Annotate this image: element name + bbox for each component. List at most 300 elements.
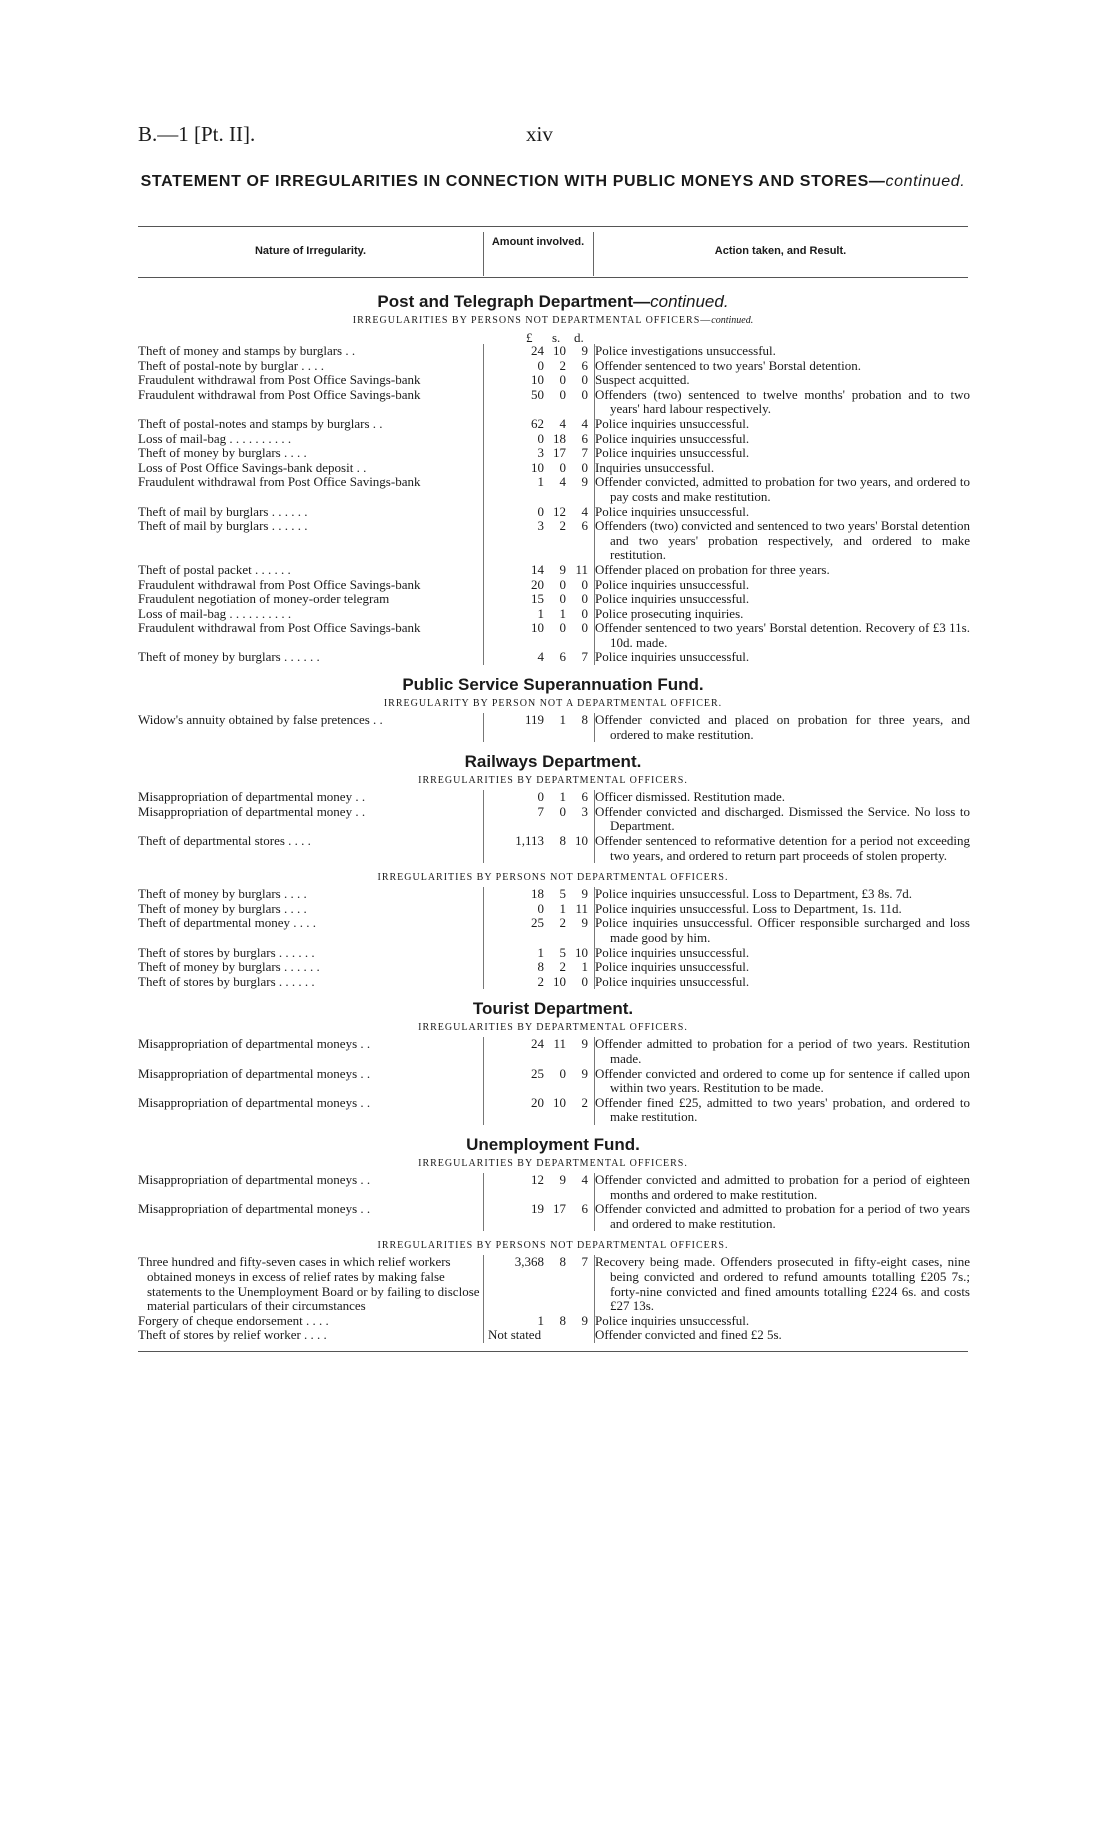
amount-pounds: 18: [531, 886, 544, 902]
action-text: Police inquiries unsuccessful.: [595, 576, 750, 592]
amount-cell: [484, 621, 595, 650]
action-text: Offenders (two) sentenced to twelve months' probation and to two years' hard labour respectively.: [595, 386, 970, 417]
nature-text: Theft of mail by burglars . . . . . .: [138, 518, 308, 534]
amount-shillings: 9: [559, 561, 566, 577]
action-cell: [595, 1096, 971, 1125]
amount-pence: 0: [581, 591, 588, 607]
amount-pence: 8: [581, 712, 588, 728]
table-row: [138, 373, 970, 388]
table-row: [138, 461, 970, 476]
action-text: Officer dismissed. Restitution made.: [595, 789, 786, 805]
action-text: Suspect acquitted.: [595, 372, 690, 388]
action-text: Offender convicted and placed on probation for three years, and ordered to make restitution.: [595, 712, 970, 742]
nature-cell: [138, 417, 484, 432]
amount-value: [484, 475, 594, 490]
nature-cell: [138, 519, 484, 563]
amount-value: [484, 946, 594, 961]
department-name: Public Service Superannuation Fund.: [402, 675, 704, 695]
amount-shillings: 1: [559, 900, 566, 916]
action-cell: [595, 432, 971, 447]
amount-value: [484, 887, 594, 902]
amount-value: [484, 975, 594, 990]
action-text: Offenders (two) convicted and sentenced to two years' Borstal detention and two years' probation respectively, and ordered to make restitution.: [595, 518, 971, 563]
amount-pence: 4: [581, 503, 588, 519]
group-spacer: [138, 1231, 968, 1237]
subsection-continued: continued.: [711, 315, 754, 326]
table-row: [138, 592, 970, 607]
amount-pence: 0: [581, 372, 588, 388]
amount-pence: 9: [581, 915, 588, 931]
header-bottom-rule: [138, 277, 968, 278]
nature-cell: [138, 805, 484, 834]
amount-shillings: 1: [559, 605, 566, 621]
amount-shillings: 0: [559, 803, 566, 819]
action-cell: [595, 916, 971, 945]
action-text: Offender placed on probation for three years.: [595, 561, 830, 577]
page-header: [138, 122, 968, 152]
table-row: [138, 344, 970, 359]
nature-cell: [138, 563, 484, 578]
action-cell: [595, 446, 971, 461]
nature-cell: [138, 902, 484, 917]
subsection-heading: [138, 774, 968, 787]
amount-pounds: 3: [537, 445, 544, 461]
irregularities-table: [138, 713, 970, 742]
group-spacer: [138, 665, 968, 671]
action-text: Offender convicted and admitted to probation for a period of two years and ordered to make restitution.: [595, 1201, 970, 1231]
nature-text: Theft of departmental stores . . . .: [138, 833, 311, 849]
table-row: [138, 887, 970, 902]
amount-cell: [484, 790, 595, 805]
nature-cell: [138, 975, 484, 990]
amount-value: [484, 417, 594, 432]
nature-cell: [138, 1202, 484, 1231]
subsection-label: IRREGULARITIES BY PERSONS NOT DEPARTMENTAL OFFICERS—: [352, 315, 712, 326]
nature-text: Theft of departmental money . . . .: [138, 915, 316, 931]
amount-value: [484, 960, 594, 975]
amount-pounds: 0: [537, 900, 544, 916]
table-row: [138, 1255, 970, 1313]
table-row: [138, 607, 970, 622]
nature-text: Theft of mail by burglars . . . . . .: [138, 503, 308, 519]
nature-cell: [138, 505, 484, 520]
amount-cell: [484, 1096, 595, 1125]
amount-pounds: 1: [537, 605, 544, 621]
action-cell: [595, 1173, 971, 1202]
amount-shillings: 5: [559, 944, 566, 960]
amount-cell: [484, 475, 595, 504]
nature-text: Theft of money by burglars . . . . . .: [138, 959, 320, 975]
amount-pence: 0: [581, 605, 588, 621]
amount-value: [484, 916, 594, 931]
currency-header: [138, 330, 968, 344]
action-cell: [595, 519, 971, 563]
amount-shillings: 10: [553, 973, 566, 989]
amount-pounds: 14: [531, 561, 544, 577]
action-cell: [595, 388, 971, 417]
amount-pounds: 24: [531, 343, 544, 358]
amount-pence: 4: [581, 415, 588, 431]
table-row: [138, 519, 970, 563]
subsection-label: IRREGULARITIES BY DEPARTMENTAL OFFICERS.: [418, 775, 688, 787]
nature-text: Three hundred and fifty-seven cases in which relief workers obtained moneys in excess of relief rates by making false statements to the Unemployment Board or by failing to disclose material particulars of their circumstances: [138, 1254, 480, 1314]
amount-shillings: 8: [559, 1312, 566, 1328]
amount-cell: [484, 344, 595, 359]
amount-pounds: 20: [531, 1094, 544, 1110]
nature-cell: [138, 916, 484, 945]
amount-value: [484, 563, 594, 578]
table-row: [138, 1096, 970, 1125]
title-continued: continued.: [885, 173, 966, 190]
amount-shillings: 0: [559, 620, 566, 636]
amount-value: [484, 505, 594, 520]
amount-pounds: 2: [537, 973, 544, 989]
nature-cell: [138, 592, 484, 607]
action-cell: [595, 359, 971, 374]
group-spacer: [138, 742, 968, 748]
table-row: [138, 650, 970, 665]
nature-text: Theft of money and stamps by burglars . .: [138, 343, 356, 358]
subsection-label: IRREGULARITIES BY PERSONS NOT DEPARTMENTAL OFFICERS.: [377, 872, 729, 884]
action-cell: [595, 975, 971, 990]
amount-shillings: 0: [559, 372, 566, 388]
amount-pounds: 62: [531, 415, 544, 431]
action-cell: [595, 834, 971, 863]
action-cell: [595, 417, 971, 432]
amount-cell: [484, 1255, 595, 1313]
amount-pence: 3: [581, 803, 588, 819]
amount-pounds: 8: [537, 959, 544, 975]
amount-pence: 6: [581, 789, 588, 805]
amount-cell: [484, 805, 595, 834]
amount-value: [484, 790, 594, 805]
amount-pence: 0: [581, 973, 588, 989]
amount-value: [484, 519, 594, 534]
amount-pence: 9: [581, 474, 588, 490]
amount-value: [484, 1067, 594, 1082]
column-header-nature: Nature of Irregularity.: [254, 245, 367, 257]
amount-cell: [484, 902, 595, 917]
nature-text: Loss of Post Office Savings-bank deposit . .: [138, 459, 367, 475]
action-text: Offender convicted and admitted to probation for a period of eighteen months and ordered to make restitution.: [595, 1171, 970, 1202]
nature-text: Theft of postal packet . . . . . .: [138, 561, 291, 577]
nature-text: Misappropriation of departmental moneys . .: [138, 1201, 371, 1217]
statement-body: [138, 288, 971, 1349]
nature-text: Theft of money by burglars . . . .: [138, 900, 307, 916]
table-row: [138, 975, 970, 990]
table-row: [138, 388, 970, 417]
amount-value: [484, 388, 594, 403]
action-text: Police inquiries unsuccessful.: [595, 445, 750, 461]
amount-cell: [484, 834, 595, 863]
action-text: Offender sentenced to reformative detention for a period not exceeding two years, and ordered to return part proceeds of stolen property.: [595, 833, 970, 863]
nature-cell: [138, 834, 484, 863]
amount-pounds: 10: [531, 372, 544, 388]
pence-symbol: d.: [574, 330, 584, 345]
subsection-heading: [138, 314, 968, 327]
nature-text: Theft of stores by burglars . . . . . .: [138, 973, 315, 989]
amount-value: [484, 1037, 594, 1052]
nature-cell: [138, 344, 484, 359]
amount-cell: [484, 563, 595, 578]
amount-value: [484, 432, 594, 447]
nature-cell: [138, 607, 484, 622]
subsection-label: IRREGULARITIES BY DEPARTMENTAL OFFICERS.: [418, 1022, 688, 1034]
amount-cell: [484, 946, 595, 961]
amount-cell: [484, 388, 595, 417]
nature-text: Fraudulent withdrawal from Post Office Savings-bank: [138, 474, 421, 490]
table-row: [138, 1202, 970, 1231]
amount-pounds: 3,368: [514, 1254, 544, 1270]
amount-value: [484, 446, 594, 461]
action-cell: [595, 563, 971, 578]
nature-text: Theft of stores by burglars . . . . . .: [138, 944, 315, 960]
amount-cell: [484, 519, 595, 563]
amount-shillings: 0: [559, 576, 566, 592]
title-main: STATEMENT OF IRREGULARITIES IN CONNECTION WITH PUBLIC MONEYS AND STORES—: [140, 173, 886, 190]
amount-pence: 6: [581, 1201, 588, 1217]
amount-cell: [484, 1037, 595, 1066]
action-text: Police inquiries unsuccessful.: [595, 973, 750, 989]
action-cell: [595, 373, 971, 388]
amount-cell: [484, 1173, 595, 1202]
nature-text: Theft of money by burglars . . . .: [138, 445, 307, 461]
action-text: Police inquiries unsuccessful.: [595, 503, 750, 519]
amount-shillings: 0: [559, 1065, 566, 1081]
nature-text: Theft of money by burglars . . . .: [138, 886, 307, 902]
amount-cell: [484, 960, 595, 975]
amount-value: [484, 461, 594, 476]
amount-cell: [484, 713, 595, 742]
table-row: [138, 578, 970, 593]
action-cell: [595, 621, 971, 650]
amount-shillings: 1: [559, 789, 566, 805]
department-heading: [138, 674, 968, 695]
nature-text: Loss of mail-bag . . . . . . . . . .: [138, 430, 292, 446]
amount-pounds: 20: [531, 576, 544, 592]
department-name: Railways Department.: [464, 752, 642, 772]
nature-cell: [138, 946, 484, 961]
action-cell: [595, 1202, 971, 1231]
action-cell: [595, 1067, 971, 1096]
action-cell: [595, 1328, 971, 1343]
nature-text: Fraudulent withdrawal from Post Office Savings-bank: [138, 386, 421, 402]
nature-text: Fraudulent withdrawal from Post Office Savings-bank: [138, 576, 421, 592]
amount-cell: [484, 1328, 595, 1343]
amount-value: [484, 650, 594, 665]
nature-cell: [138, 359, 484, 374]
amount-pence: 0: [581, 620, 588, 636]
department-name: Unemployment Fund.: [466, 1134, 640, 1154]
column-headers: [138, 232, 968, 276]
action-cell: [595, 960, 971, 975]
amount-pence: 9: [581, 1065, 588, 1081]
nature-cell: [138, 1067, 484, 1096]
amount-pence: 4: [581, 1171, 588, 1187]
table-row: [138, 1314, 970, 1329]
amount-cell: [484, 1314, 595, 1329]
amount-pounds: 119: [524, 712, 544, 728]
action-cell: [595, 713, 971, 742]
amount-note: [484, 1328, 594, 1343]
group-spacer: [138, 1343, 968, 1349]
irregularities-table: [138, 1173, 970, 1231]
action-text: Police inquiries unsuccessful.: [595, 430, 750, 446]
amount-shillings: 2: [559, 518, 566, 534]
subsection-label: IRREGULARITIES BY PERSONS NOT DEPARTMENTAL OFFICERS.: [377, 1240, 729, 1252]
amount-pence: 2: [581, 1094, 588, 1110]
amount-shillings: 4: [559, 415, 566, 431]
action-cell: [595, 344, 971, 359]
amount-value: [484, 902, 594, 917]
action-text: Recovery being made. Offenders prosecuted in fifty-eight cases, nine being convicted and ordered to refund amounts totalling £205 7s.; forty-nine convicted and fined amounts totalling £224 6s. and costs £27 13s.: [595, 1254, 970, 1314]
amount-value: [484, 1173, 594, 1188]
nature-cell: [138, 578, 484, 593]
amount-shillings: 10: [553, 1094, 566, 1110]
nature-text: Fraudulent withdrawal from Post Office Savings-bank: [138, 620, 421, 636]
amount-value: [484, 373, 594, 388]
table-row: [138, 1173, 970, 1202]
nature-text: Misappropriation of departmental moneys . .: [138, 1065, 371, 1081]
amount-shillings: 2: [559, 959, 566, 975]
action-text: Offender convicted and ordered to come up for sentence if called upon within two years. Restitution to be made.: [595, 1065, 970, 1096]
amount-shillings: 10: [553, 343, 566, 358]
nature-text: Forgery of cheque endorsement . . . .: [138, 1312, 329, 1328]
amount-pence: 7: [581, 445, 588, 461]
amount-pence: 7: [581, 649, 588, 665]
amount-value: [484, 592, 594, 607]
shillings-symbol: s.: [552, 330, 561, 345]
subsection-label: IRREGULARITIES BY DEPARTMENTAL OFFICERS.: [418, 1157, 688, 1169]
amount-pounds: 3: [537, 518, 544, 534]
table-row: [138, 417, 970, 432]
action-cell: [595, 475, 971, 504]
amount-pence: 11: [575, 900, 588, 916]
pounds-symbol: £: [526, 330, 533, 345]
amount-pence: 1: [581, 959, 588, 975]
action-cell: [595, 805, 971, 834]
action-cell: [595, 790, 971, 805]
amount-cell: [484, 650, 595, 665]
subsection-heading: [138, 1021, 968, 1034]
table-row: [138, 946, 970, 961]
nature-text: Theft of money by burglars . . . . . .: [138, 649, 320, 665]
amount-pence: 9: [581, 1312, 588, 1328]
nature-cell: [138, 475, 484, 504]
action-text: Police inquiries unsuccessful. Loss to Department, 1s. 11d.: [595, 900, 902, 916]
action-text: Offender convicted and discharged. Dismissed the Service. No loss to Department.: [595, 803, 970, 834]
amount-pounds: 0: [537, 357, 544, 373]
nature-text: Misappropriation of departmental money . .: [138, 803, 366, 819]
table-row: [138, 713, 970, 742]
department-heading: [138, 751, 968, 772]
table-row: [138, 359, 970, 374]
amount-cell: [484, 417, 595, 432]
nature-cell: [138, 887, 484, 902]
amount-pounds: 0: [537, 503, 544, 519]
action-text: Offender convicted and fined £2 5s.: [595, 1327, 782, 1343]
nature-text: Misappropriation of departmental money . .: [138, 789, 366, 805]
table-row: [138, 960, 970, 975]
amount-note-text: Not stated: [488, 1327, 542, 1343]
action-text: Police investigations unsuccessful.: [595, 343, 776, 358]
table-row: [138, 432, 970, 447]
action-cell: [595, 902, 971, 917]
table-row: [138, 790, 970, 805]
table-row: [138, 621, 970, 650]
subsection-heading: [138, 871, 968, 884]
nature-cell: [138, 1096, 484, 1125]
nature-cell: [138, 388, 484, 417]
amount-pounds: 25: [531, 1065, 544, 1081]
amount-cell: [484, 446, 595, 461]
action-cell: [595, 1037, 971, 1066]
amount-value: [484, 607, 594, 622]
amount-pence: 6: [581, 518, 588, 534]
action-cell: [595, 946, 971, 961]
amount-cell: [484, 887, 595, 902]
amount-pounds: 4: [537, 649, 544, 665]
action-cell: [595, 461, 971, 476]
amount-pounds: 0: [537, 430, 544, 446]
subsection-heading: [138, 1157, 968, 1170]
amount-value: [484, 1202, 594, 1217]
amount-pounds: 19: [531, 1201, 544, 1217]
nature-cell: [138, 1314, 484, 1329]
amount-pounds: 24: [531, 1036, 544, 1052]
page-number: xiv: [526, 122, 553, 146]
nature-text: Widow's annuity obtained by false pretences . .: [138, 712, 383, 728]
nature-text: Fraudulent negotiation of money-order telegram: [138, 591, 390, 607]
amount-shillings: 0: [559, 459, 566, 475]
action-text: Police inquiries unsuccessful.: [595, 944, 750, 960]
group-spacer: [138, 863, 968, 869]
nature-cell: [138, 621, 484, 650]
group-spacer: [138, 989, 968, 995]
header-top-rule: [138, 226, 968, 227]
amount-pence: 10: [575, 944, 588, 960]
department-heading: [138, 998, 968, 1019]
amount-shillings: 2: [559, 357, 566, 373]
nature-cell: [138, 960, 484, 975]
amount-pounds: 12: [531, 1171, 544, 1187]
irregularities-table: [138, 790, 970, 863]
amount-cell: [484, 592, 595, 607]
action-text: Police inquiries unsuccessful.: [595, 959, 750, 975]
nature-text: Misappropriation of departmental moneys . .: [138, 1094, 371, 1110]
subsection-heading: [138, 1239, 968, 1252]
department-heading: [138, 291, 968, 312]
amount-value: [484, 805, 594, 820]
amount-pounds: 50: [531, 386, 544, 402]
amount-cell: [484, 1067, 595, 1096]
amount-pence: 9: [581, 886, 588, 902]
amount-cell: [484, 359, 595, 374]
amount-shillings: 6: [559, 649, 566, 665]
amount-value: [484, 1255, 594, 1270]
nature-cell: [138, 713, 484, 742]
table-row: [138, 902, 970, 917]
amount-shillings: 1: [559, 712, 566, 728]
amount-cell: [484, 975, 595, 990]
department-heading: [138, 1134, 968, 1155]
action-text: Police inquiries unsuccessful. Officer responsible surcharged and loss made good by him.: [595, 915, 970, 945]
action-cell: [595, 1314, 971, 1329]
amount-pence: 7: [581, 1254, 588, 1270]
amount-pounds: 1: [537, 944, 544, 960]
irregularities-table: [138, 1037, 970, 1125]
nature-text: Theft of postal-notes and stamps by burglars . .: [138, 415, 383, 431]
